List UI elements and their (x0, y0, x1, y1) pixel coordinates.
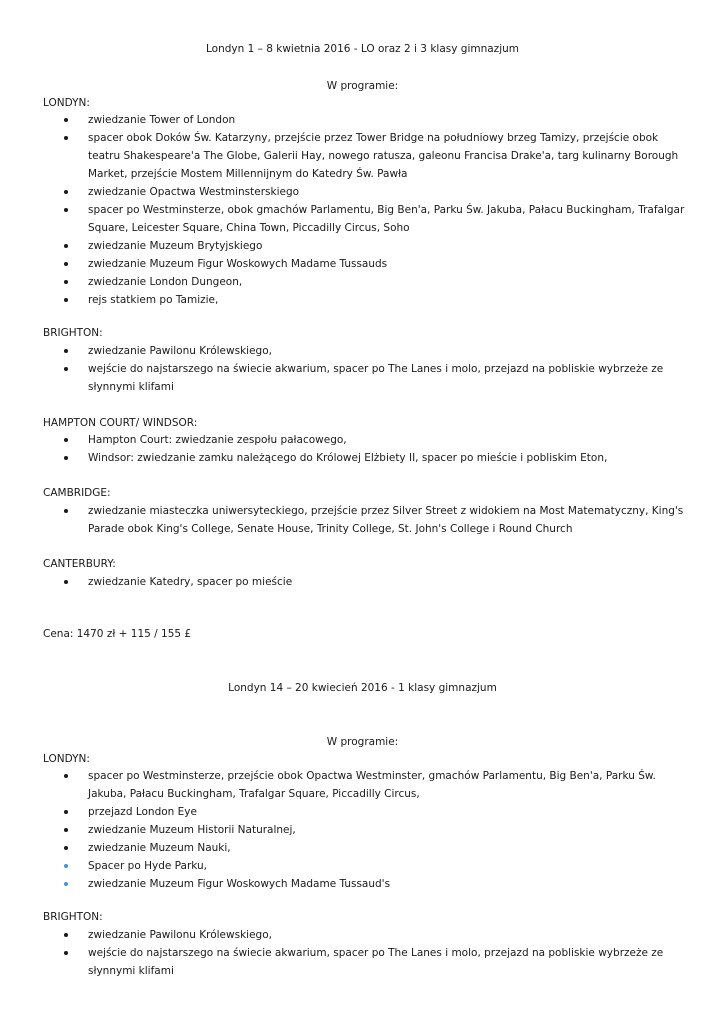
trip2-title: Londyn 14 – 20 kwiecień 2016 - 1 klasy gimnazjum (228, 682, 497, 694)
bullet-icon (64, 864, 68, 868)
list-item: zwiedzanie London Dungeon, (0, 273, 685, 291)
list-item: spacer obok Doków Św. Katarzyny, przejście przez Tower Bridge na południowy brzeg Tamizy, przejście obok teatru Shakespeare'a The Globe, Galerii Hay, nowego ratusza, galeonu Francisa Drake'a, targ kulinarny Borough Market, przejście Mostem Millennijnym do Katedry Św. Pawła (0, 129, 685, 183)
bullet-icon (64, 933, 68, 937)
list-item: rejs statkiem po Tamizie, (0, 291, 685, 309)
trip1-cambridge-list (0, 502, 685, 538)
trip2-london-list (0, 767, 685, 893)
trip1-cambridge-heading: CAMBRIDGE: (43, 487, 111, 499)
bullet-icon (64, 298, 68, 302)
list-item: zwiedzanie miasteczka uniwersyteckiego, przejście przez Silver Street z widokiem na Most Matematyczny, King's Parade obok King's College, Senate House, Trinity College, St. John's College i Round Church (0, 502, 685, 538)
trip2-london-heading: LONDYN: (43, 753, 90, 765)
trip1-london-list (0, 111, 685, 309)
trip1-london-heading: LONDYN: (43, 97, 90, 109)
bullet-icon (64, 136, 68, 140)
trip1-price: Cena: 1470 zł + 115 / 155 £ (43, 628, 192, 640)
list-item: wejście do najstarszego na świecie akwarium, spacer po The Lanes i molo, przejazd na pobliskie wybrzeże ze słynnymi klifami (0, 360, 685, 396)
bullet-icon (64, 456, 68, 460)
bullet-icon (64, 882, 68, 886)
bullet-icon (64, 951, 68, 955)
list-item: zwiedzanie Muzeum Nauki, (0, 839, 685, 857)
bullet-icon (64, 509, 68, 513)
bullet-icon (64, 190, 68, 194)
trip2-program-label: W programie: (326, 736, 399, 748)
list-item: zwiedzanie Pawilonu Królewskiego, (0, 926, 685, 944)
list-item: zwiedzanie Opactwa Westminsterskiego (0, 183, 685, 201)
bullet-icon (64, 846, 68, 850)
bullet-icon (64, 774, 68, 778)
list-item: Spacer po Hyde Parku, (0, 857, 685, 875)
bullet-icon (64, 280, 68, 284)
list-item: zwiedzanie Muzeum Figur Woskowych Madame Tussaud's (0, 875, 685, 893)
bullet-icon (64, 367, 68, 371)
trip2-brighton-heading: BRIGHTON: (43, 911, 103, 923)
trip1-brighton-heading: BRIGHTON: (43, 327, 103, 339)
list-item: wejście do najstarszego na świecie akwarium, spacer po The Lanes i molo, przejazd na pobliskie wybrzeże ze słynnymi klifami (0, 944, 685, 980)
trip1-brighton-list (0, 342, 685, 396)
trip1-hampton-list (0, 431, 685, 467)
bullet-icon (64, 244, 68, 248)
list-item: Hampton Court: zwiedzanie zespołu pałacowego, (0, 431, 685, 449)
list-item: zwiedzanie Pawilonu Królewskiego, (0, 342, 685, 360)
list-item: zwiedzanie Tower of London (0, 111, 685, 129)
bullet-icon (64, 208, 68, 212)
list-item: zwiedzanie Katedry, spacer po mieście (0, 573, 685, 591)
trip2-brighton-list (0, 926, 685, 980)
bullet-icon (64, 810, 68, 814)
list-item: zwiedzanie Muzeum Figur Woskowych Madame Tussauds (0, 255, 685, 273)
trip1-canterbury-heading: CANTERBURY: (43, 558, 116, 570)
bullet-icon (64, 349, 68, 353)
list-item: spacer po Westminsterze, przejście obok Opactwa Westminster, gmachów Parlamentu, Big Ben'a, Parku Św. Jakuba, Pałacu Buckingham, Trafalgar Square, Piccadilly Circus, (0, 767, 685, 803)
list-item: zwiedzanie Muzeum Historii Naturalnej, (0, 821, 685, 839)
trip1-title: Londyn 1 – 8 kwietnia 2016 - LO oraz 2 i 3 klasy gimnazjum (206, 43, 519, 55)
list-item: zwiedzanie Muzeum Brytyjskiego (0, 237, 685, 255)
list-item: przejazd London Eye (0, 803, 685, 821)
trip1-hampton-heading: HAMPTON COURT/ WINDSOR: (43, 417, 198, 429)
bullet-icon (64, 118, 68, 122)
bullet-icon (64, 438, 68, 442)
bullet-icon (64, 828, 68, 832)
trip1-program-label: W programie: (326, 80, 399, 92)
bullet-icon (64, 580, 68, 584)
trip1-canterbury-list (0, 573, 685, 591)
list-item: Windsor: zwiedzanie zamku należącego do Królowej Elżbiety II, spacer po mieście i pobliskim Eton, (0, 449, 685, 467)
list-item: spacer po Westminsterze, obok gmachów Parlamentu, Big Ben'a, Parku Św. Jakuba, Pałacu Buckingham, Trafalgar Square, Leicester Square, China Town, Piccadilly Circus, Soho (0, 201, 685, 237)
bullet-icon (64, 262, 68, 266)
